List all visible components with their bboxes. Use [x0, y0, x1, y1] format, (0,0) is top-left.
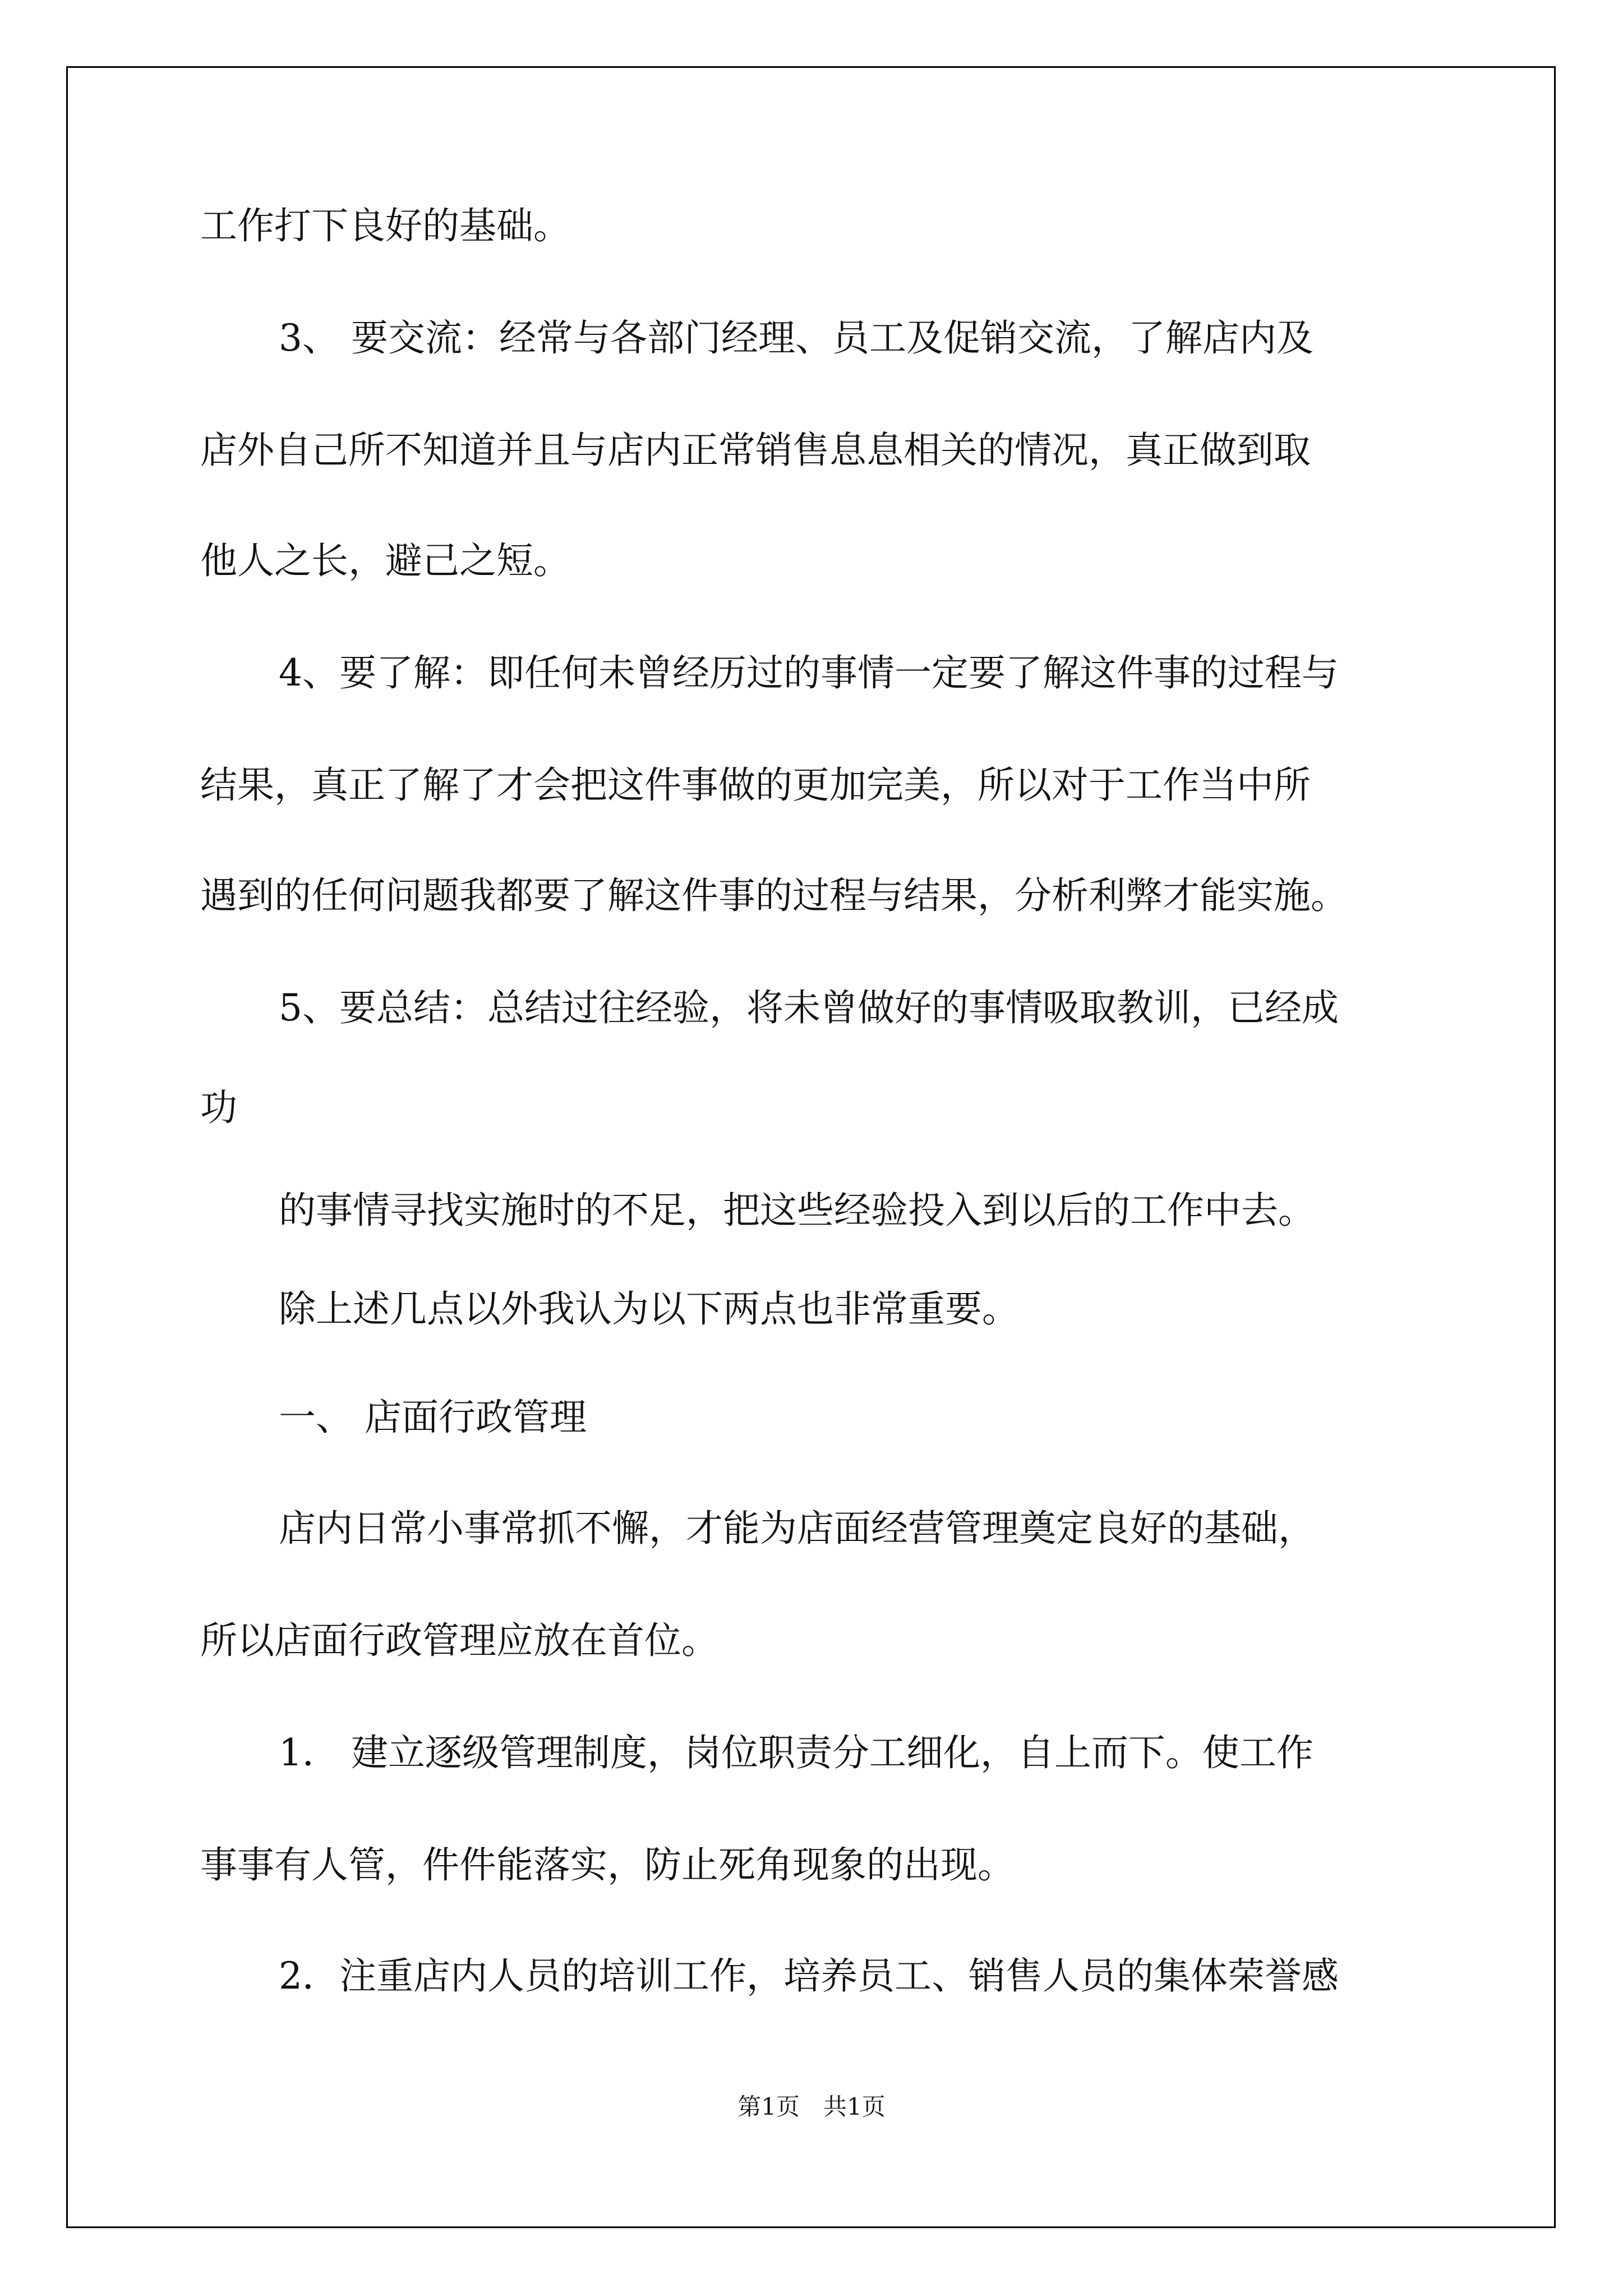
- text-line: 所以店面行政管理应放在首位。: [200, 1619, 718, 1662]
- text-line: 除上述几点以外我认为以下两点也非常重要。: [279, 1287, 1019, 1331]
- text-line: 工作打下良好的基础。: [200, 204, 570, 247]
- text-line: 3、 要交流：经常与各部门经理、员工及促销交流，了解店内及: [279, 316, 1313, 360]
- text-line: 4、要了解：即任何未曾经历过的事情一定要了解这件事的过程与: [279, 651, 1339, 694]
- section-heading: 一、 店面行政管理: [279, 1396, 587, 1439]
- page-border: [66, 66, 1556, 2228]
- text-line: 事事有人管，件件能落实，防止死角现象的出现。: [200, 1843, 1015, 1887]
- text-line: 功: [200, 1086, 237, 1129]
- page-number: 第1页 共1页: [737, 2093, 886, 2120]
- text-line: 店内日常小事常抓不懈，才能为店面经营管理奠定良好的基础，: [279, 1507, 1315, 1550]
- text-line: 他人之长，避己之短。: [200, 539, 570, 582]
- text-line: 1． 建立逐级管理制度，岗位职责分工细化，自上而下。使工作: [279, 1731, 1313, 1774]
- text-line: 遇到的任何问题我都要了解这件事的过程与结果，分析利弊才能实施。: [200, 874, 1348, 917]
- text-line: 店外自己所不知道并且与店内正常销售息息相关的情况，真正做到取: [200, 429, 1311, 472]
- text-line: 的事情寻找实施时的不足，把这些经验投入到以后的工作中去。: [279, 1189, 1315, 1232]
- text-line: 5、要总结：总结过往经验，将未曾做好的事情吸取教训，已经成: [279, 986, 1339, 1029]
- text-line: 2．注重店内人员的培训工作，培养员工、销售人员的集体荣誉感: [279, 1954, 1339, 1998]
- text-line: 结果，真正了解了才会把这件事做的更加完美，所以对于工作当中所: [200, 763, 1311, 807]
